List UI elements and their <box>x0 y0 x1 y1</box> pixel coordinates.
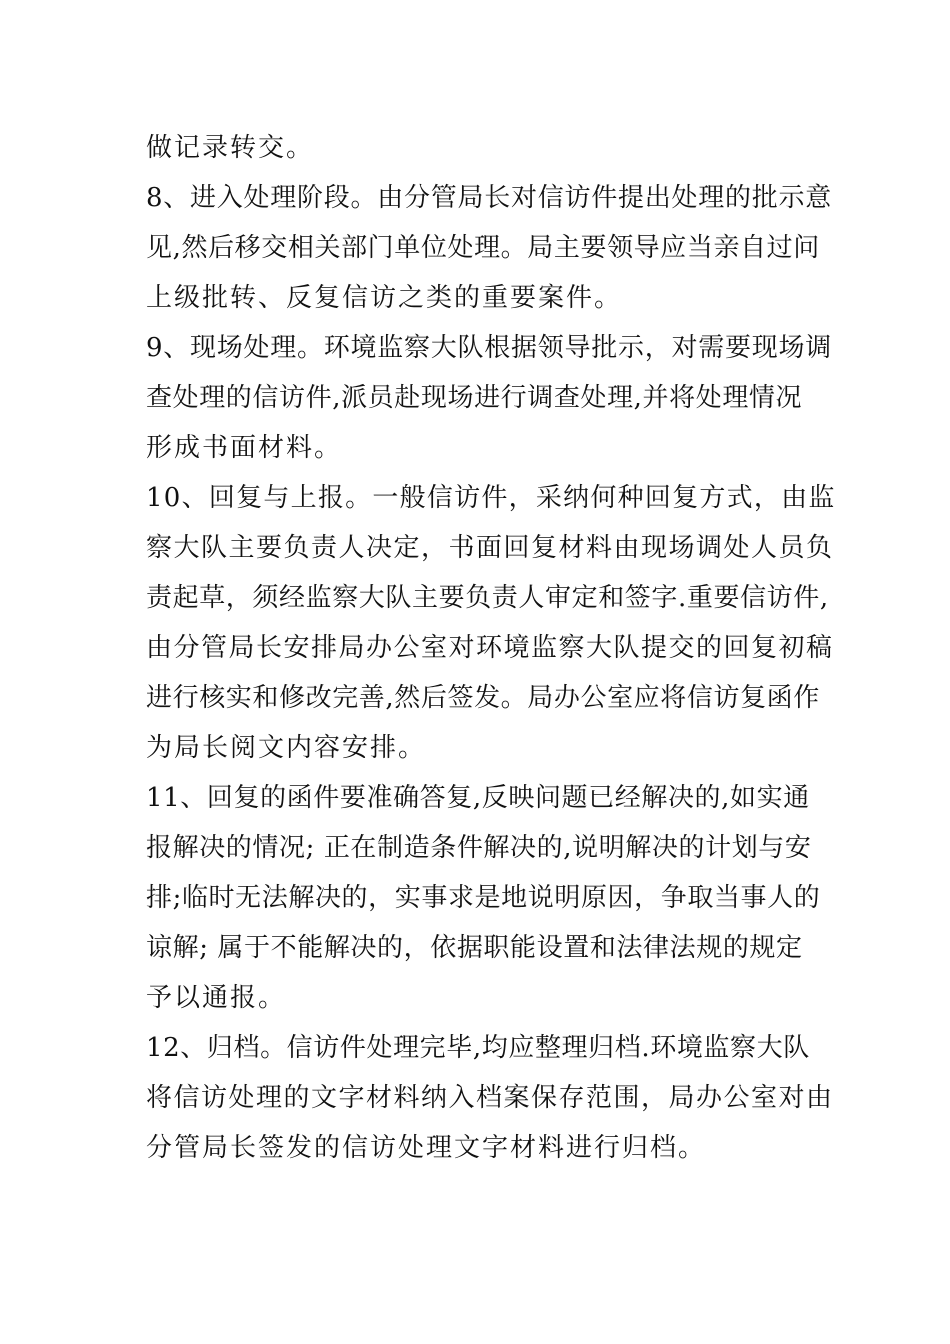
text-line: 查处理的信访件,派员赴现场进行调查处理,并将处理情况 <box>146 383 803 413</box>
text-line: 上级批转、反复信访之类的重要案件。 <box>146 283 623 313</box>
text-line: 形成书面材料。 <box>146 433 343 463</box>
item-11-heading-line: 11、回复的函件要准确答复,反映问题已经解决的,如实通 <box>146 783 810 813</box>
text-line: 做记录转交。 <box>146 133 315 163</box>
text-line: 责起草，须经监察大队主要负责人审定和签字.重要信访件, <box>146 583 829 613</box>
text-line: 报解决的情况; 正在制造条件解决的,说明解决的计划与安 <box>146 833 812 863</box>
text-line: 进行核实和修改完善,然后签发。局办公室应将信访复函作 <box>146 683 820 713</box>
text-line: 见,然后移交相关部门单位处理。局主要领导应当亲自过问 <box>146 233 820 263</box>
document-body <box>146 123 836 1173</box>
text-line: 予以通报。 <box>146 983 287 1013</box>
item-12-heading-line: 12、归档。信访件处理完毕,均应整理归档.环境监察大队 <box>146 1033 810 1063</box>
item-9-heading-line: 9、现场处理。环境监察大队根据领导批示，对需要现场调 <box>146 333 833 363</box>
text-line: 谅解; 属于不能解决的，依据职能设置和法律法规的规定 <box>146 933 803 963</box>
text-line: 为局长阅文内容安排。 <box>146 733 427 763</box>
text-line: 分管局长签发的信访处理文字材料进行归档。 <box>146 1133 707 1163</box>
text-line: 排;临时无法解决的，实事求是地说明原因，争取当事人的 <box>146 883 821 913</box>
text-line: 将信访处理的文字材料纳入档案保存范围，局办公室对由 <box>146 1083 834 1113</box>
text-line: 由分管局长安排局办公室对环境监察大队提交的回复初稿 <box>146 633 834 663</box>
item-8-heading-line: 8、进入处理阶段。由分管局长对信访件提出处理的批示意 <box>146 183 833 213</box>
text-line: 察大队主要负责人决定，书面回复材料由现场调处人员负 <box>146 533 834 563</box>
item-10-heading-line: 10、回复与上报。一般信访件，采纳何种回复方式，由监 <box>146 483 836 513</box>
